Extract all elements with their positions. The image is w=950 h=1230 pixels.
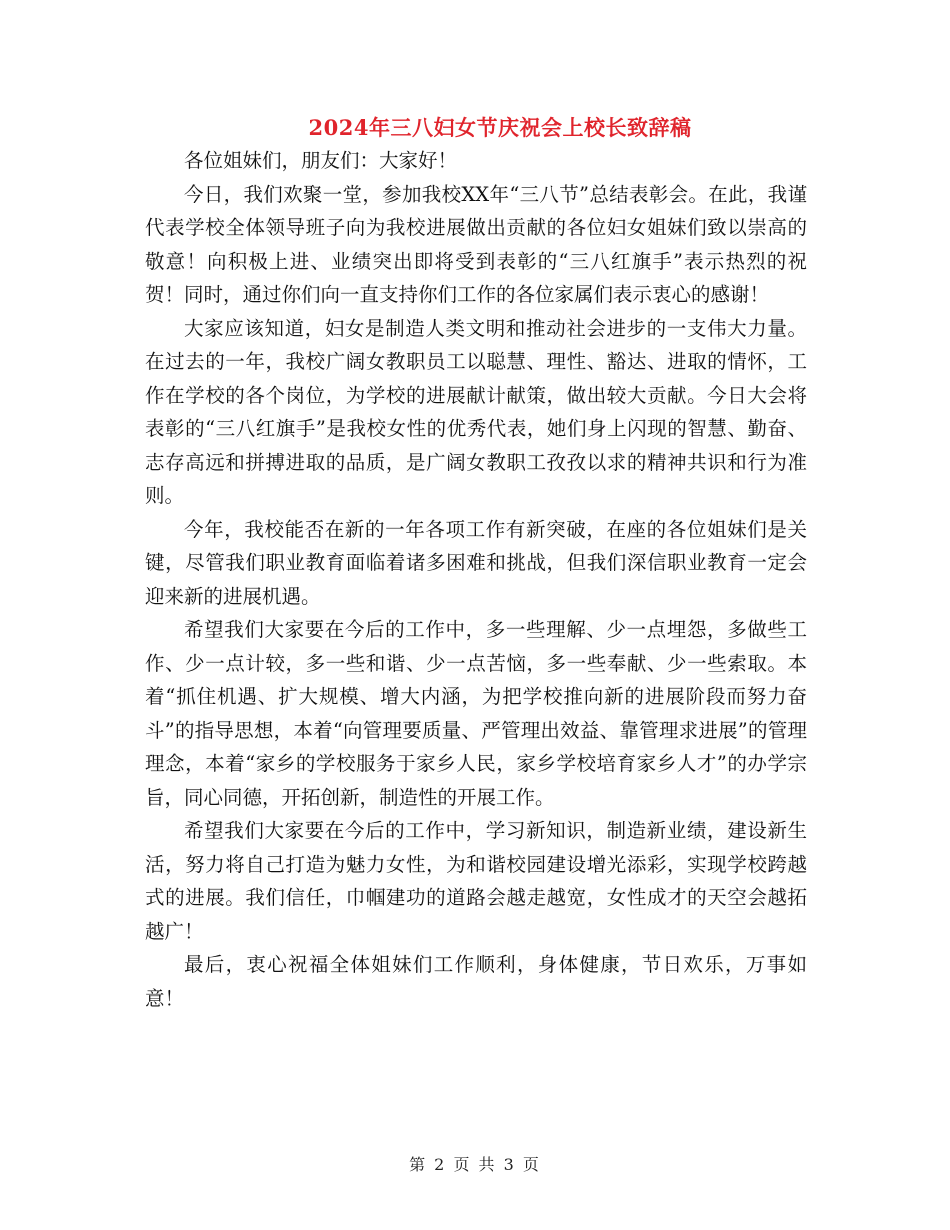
paragraph-opening: 今日，我们欢聚一堂，参加我校XX年“三八节”总结表彰会。在此，我谨代表学校全体领导班子向为我校进展做出贡献的各位妇女姐妹们致以崇高的敬意！向积极上进、业绩突出即将受到表彰的“三八红旗手”表示热烈的祝贺！同时，通过你们向一直支持你们工作的各位家属们表示衷心的感谢！ [145, 182, 807, 306]
paragraph-closing: 最后，衷心祝福全体姐妹们工作顺利，身体健康，节日欢乐，万事如意！ [145, 953, 807, 1010]
paragraph-hope-work: 希望我们大家要在今后的工作中，多一些理解、少一点埋怨，多做些工作、少一点计较，多一些和谐、少一点苦恼，多一些奉献、少一些索取。本着“抓住机遇、扩大规模、增大内涵，为把学校推向新的进展阶段而努力奋斗”的指导思想，本着“向管理要质量、严管理出效益、靠管理求进展”的管理理念，本着“家乡的学校服务于家乡人民，家乡学校培育家乡人才”的办学宗旨，同心同德，开拓创新，制造性的开展工作。 [145, 618, 807, 809]
page-footer: 第 2 页 共 3 页 [409, 1155, 541, 1174]
document-title: 2024年三八妇女节庆祝会上校长致辞稿 [308, 115, 692, 140]
paragraph-this-year: 今年，我校能否在新的一年各项工作有新突破，在座的各位姐妹们是关键，尽管我们职业教育面临着诸多困难和挑战，但我们深信职业教育一定会迎来新的进展机遇。 [145, 517, 807, 608]
paragraph-greeting: 各位姐妹们，朋友们：大家好！ [184, 149, 458, 172]
paragraph-hope-learning: 希望我们大家要在今后的工作中，学习新知识，制造新业绩，建设新生活，努力将自己打造为魅力女性，为和谐校园建设增光添彩，实现学校跨越式的进展。我们信任，巾帼建功的道路会越走越宽，女性成才的天空会越拓越广！ [145, 819, 807, 943]
paragraph-women-strength: 大家应该知道，妇女是制造人类文明和推动社会进步的一支伟大力量。在过去的一年，我校广阔女教职员工以聪慧、理性、豁达、进取的情怀，工作在学校的各个岗位，为学校的进展献计献策，做出较大贡献。今日大会将表彰的“三八红旗手”是我校女性的优秀代表，她们身上闪现的智慧、勤奋、志存高远和拼搏进取的品质，是广阔女教职工孜孜以求的精神共识和行为准则。 [145, 316, 807, 507]
document-body [145, 144, 807, 1015]
